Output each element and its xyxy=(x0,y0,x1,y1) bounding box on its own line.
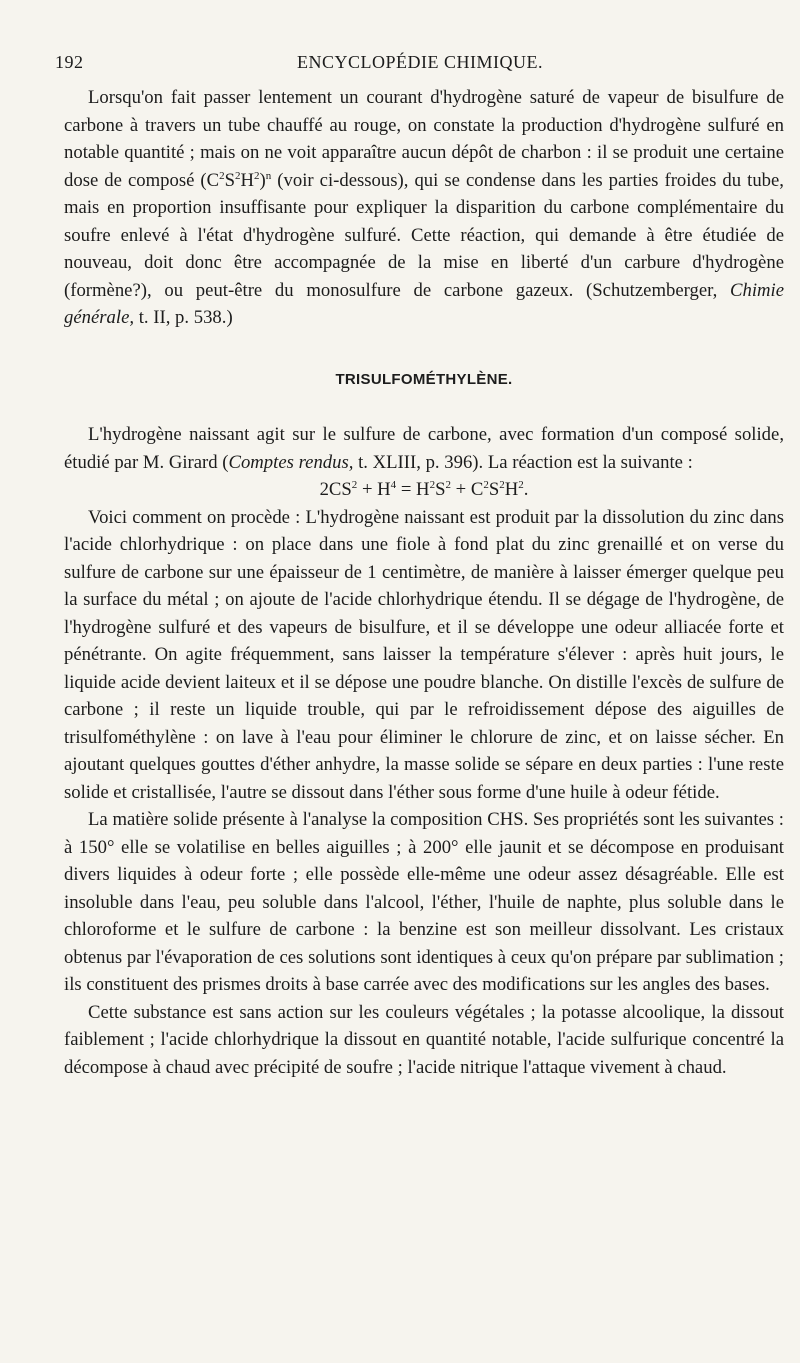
page-number: 192 xyxy=(55,52,84,72)
superscript: 2 xyxy=(429,478,436,491)
running-head: ENCYCLOPÉDIE CHIMIQUE. xyxy=(297,52,543,72)
eq-part: S xyxy=(435,479,446,500)
eq-part: = H xyxy=(396,479,430,500)
superscript: 2 xyxy=(235,169,241,182)
eq-part: + C xyxy=(450,479,484,500)
text-run: t. II, p. 538.) xyxy=(134,307,233,328)
superscript: 2 xyxy=(254,169,260,182)
eq-part: + H xyxy=(357,479,391,500)
page-body xyxy=(64,84,784,1081)
paragraph-5: Cette substance est sans action sur les couleurs végétales ; la potasse alcoolique, la dissout faiblement ; l'acide chlorhydrique la dissout en quantité notable, l'acide sulfurique concentré la décompose à chaud avec précipité de soufre ; l'acide nitrique l'attaque vivement à chaud. xyxy=(64,1001,784,1078)
superscript: 2 xyxy=(518,478,524,491)
chemical-equation xyxy=(64,476,784,504)
eq-part: S xyxy=(488,479,500,500)
citation-title: Chimie générale, xyxy=(64,279,784,328)
page-header xyxy=(55,52,785,82)
paragraph-1 xyxy=(64,84,784,332)
section-title: TRISULFOMÉTHYLÈNE. xyxy=(335,370,513,388)
superscript: 2 xyxy=(445,478,451,491)
superscript: 2 xyxy=(499,478,505,491)
paragraph-3: Voici comment on procède : L'hydrogène naissant est produit par la dissolution du zinc dans l'acide chlorhydrique : on place dans une fiole à fond plat du zinc grenaillé et on verse du sulfure de carbone sur une épaisseur de 1 centimètre, de manière à laisser émerger quelque peu la surface du métal ; on ajoute de l'acide chlorhydrique étendu. Il se dégage de l'hydrogène, de l'hydrogène sulfuré et des vapeurs de bisulfure, et il se développe une odeur alliacée forte et pénétrante. On agite fréquemment, sans laisser la température s'élever : après huit jours, le liquide acide devient laiteux et il se dépose une poudre blanche. On distille l'excès de sulfure de carbone ; il reste un liquide trouble, qui par le refroidissement dépose des aiguilles de trisulfométhylène : on lave à l'eau pour éliminer le chlorure de zinc, et on laisse sécher. En ajoutant quelques gouttes d'éther anhydre, la masse solide se sépare en deux parties : l'une reste solide et cristallisée, l'autre se dissout dans l'éther sous forme d'une huile à odeur fétide. xyxy=(64,506,784,803)
text-run: (voir ci-dessous), qui se condense dans les parties froides du tube, mais en proportion insuffisante pour expliquer la disparition du carbone complémentaire du soufre enlevé à l'état d'hydrogène sulfuré. Cette réaction, qui demande à être étudiée de nouveau, doit donc être accompagnée de la mise en liberté d'un carbure d'hydrogène (formène?), ou peut-être du monosulfure de carbone gazeux. (Schutzemberger, xyxy=(64,169,784,301)
text-run: Lorsqu'on fait passer lentement un courant d'hydrogène saturé de vapeur de bisulfure de carbone à travers un tube chauffé au rouge, on constate la production d'hydrogène sulfuré en notable quantité ; mais on ne voit apparaître aucun dépôt de charbon : il se produit une certaine dose de composé (C xyxy=(64,87,784,191)
eq-part: . xyxy=(523,479,529,500)
superscript: 2 xyxy=(219,169,225,182)
paragraph-2 xyxy=(64,421,784,476)
text-run: t. XLIII, p. 396). La réaction est la suivante : xyxy=(353,451,693,473)
text-run: H xyxy=(240,169,255,191)
citation-title: Comptes rendus, xyxy=(228,451,354,473)
eq-part: H xyxy=(504,479,519,500)
paragraph-4: La matière solide présente à l'analyse la composition CHS. Ses propriétés sont les suivantes : à 150° elle se volatilise en belles aiguilles ; à 200° elle jaunit et se décompose en produisant divers liquides à odeur forte ; elle possède elle-même une odeur assez désagréable. Elle est insoluble dans l'eau, peu soluble dans l'alcool, l'éther, l'huile de naphte, plus soluble dans le chloroforme et le sulfure de carbone : la benzine est son meilleur dissolvant. Les cristaux obtenus par l'évaporation de ces solutions sont identiques à ceux qu'on prépare par sublimation ; ils constituent des prismes droits à base carrée avec des modifications sur les angles des bases. xyxy=(64,809,784,995)
superscript: n xyxy=(265,169,272,182)
text-run: ) xyxy=(259,169,266,191)
text-run: L'hydrogène naissant agit sur le sulfure de carbone, avec formation d'un composé solide, étudié par M. Girard ( xyxy=(64,424,784,473)
superscript: 2 xyxy=(351,478,358,491)
superscript: 4 xyxy=(390,478,397,491)
text-run: S xyxy=(224,169,236,191)
eq-part: 2CS xyxy=(319,479,352,500)
superscript: 2 xyxy=(483,478,489,491)
